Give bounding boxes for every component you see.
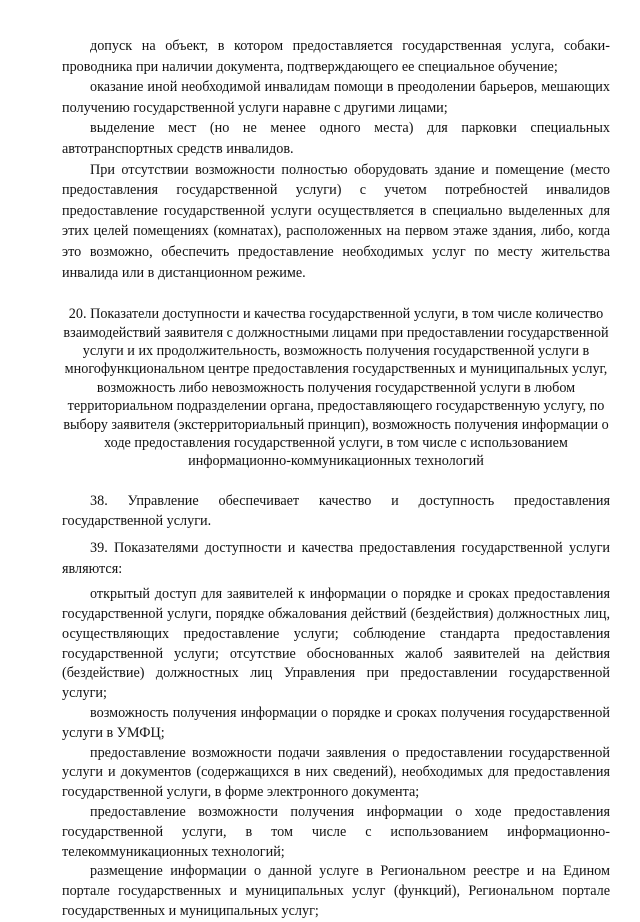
section-heading-20: 20. Показатели доступности и качества государственной услуги, в том числе количество взаимодействий заявителя с должностными лицами при предоставлении государственной услуги и их продолжительность, возможность получения государственной услуги в многофункциональном центре предоставления государственных и муниципальных услуг, возможность либо невозможность получения государственной услуги в любом территориальном подразделении органа, предоставляющего государственную услугу, по выбору заявителя (экстерриториальный принцип), возможность получения информации о ходе предоставления государственной услуги, в том числе с использованием информационно-коммуникационных технологий (63, 306, 609, 470)
document-page (62, 36, 610, 922)
paragraph-guide-dog: допуск на объект, в котором предоставляется государственная услуга, собаки-проводника при наличии документа, подтверждающего ее специальное обучение; (62, 38, 610, 75)
paragraph-premises: При отсутствии возможности полностью оборудовать здание и помещение (место предоставления государственной услуги) с учетом потребностей инвалидов предоставление государственной услуги осуществляется в специально выделенных для этих целей помещениях (комнатах), расположенных на первом этаже здания, либо, когда это возможно, обеспечить предоставление необходимых услуг по месту жительства инвалида или в дистанционном режиме. (62, 161, 610, 281)
paragraph-38: 38. Управление обеспечивает качество и доступность предоставления государственной услуги. (62, 492, 610, 530)
paragraph-umfc-info: возможность получения информации о порядке и сроках получения государственной услуги в УМФЦ; (62, 704, 610, 741)
paragraph-assistance: оказание иной необходимой инвалидам помощи в преодолении барьеров, мешающих получению государственной услуги наравне с другими лицами; (62, 79, 610, 116)
paragraph-portal-placement: размещение информации о данной услуге в Региональном реестре и на Едином портале государственных и муниципальных услуг (функций), Региональном портале государственных и муниципальных услуг; (62, 863, 610, 919)
paragraph-open-access: открытый доступ для заявителей к информации о порядке и сроках предоставления государственной услуги, порядке обжалования действий (бездействия) должностных лиц, осуществляющих предоставление услуги; соблюдение стандарта предоставления государственной услуги; отсутствие обоснованных жалоб заявителей на действия (бездействие) должностных лиц Управления при предоставлении государственной услуги; (62, 586, 610, 702)
paragraph-electronic-application: предоставление возможности подачи заявления о предоставлении государственной услуги и документов (содержащихся в них сведений), необходимых для предоставления государственной услуги, в форме электронного документа; (62, 744, 610, 801)
paragraph-progress-info: предоставление возможности получения информации о ходе предоставления государственной услуги, в том числе с использованием информационно-телекоммуникационных технологий; (62, 803, 610, 860)
paragraph-parking: выделение мест (но не менее одного места) для парковки специальных автотранспортных средств инвалидов. (62, 120, 610, 157)
paragraph-39: 39. Показателями доступности и качества предоставления государственной услуги являются: (62, 539, 610, 577)
